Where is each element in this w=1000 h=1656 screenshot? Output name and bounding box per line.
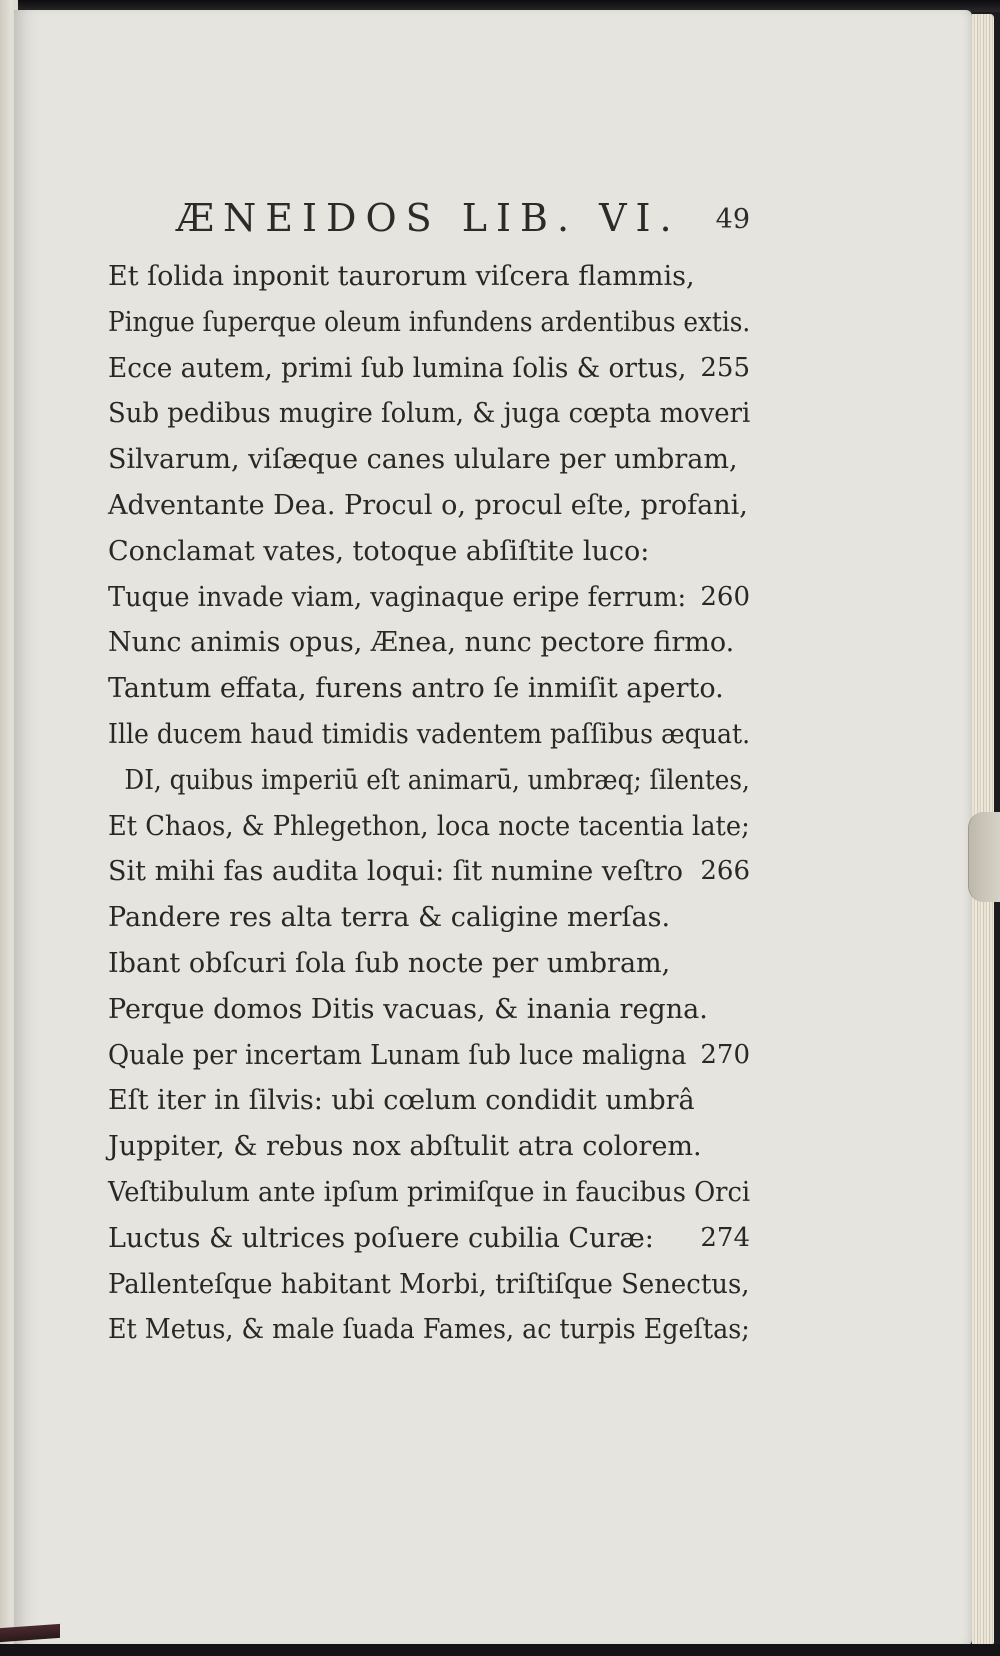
- verse-line: [108, 758, 750, 804]
- verse-block: [108, 254, 750, 1353]
- book-bottom-shadow: [0, 1644, 1000, 1656]
- verse-text: Ibant obſcuri ſola ſub nocte per umbram,: [108, 947, 671, 979]
- verse-line: [108, 712, 750, 758]
- verse-line: [108, 987, 750, 1033]
- verse-line: [108, 300, 750, 346]
- verse-text: Veſtibulum ante ipſum primiſque in faucibus Orci: [108, 1176, 751, 1208]
- line-number: 260: [700, 581, 750, 612]
- verse-line: [108, 849, 750, 895]
- verse-line: [108, 254, 750, 300]
- line-number: 274: [700, 1222, 750, 1253]
- verse-text: Luctus & ultrices poſuere cubilia Curæ:: [108, 1222, 654, 1254]
- verse-text: Perque domos Ditis vacuas, & inania regna.: [108, 993, 708, 1025]
- verse-line: [108, 483, 750, 529]
- verse-line: [108, 391, 750, 437]
- verse-line: [108, 1216, 750, 1262]
- verse-text: Ecce autem, primi ſub lumina ſolis & ortus,: [108, 352, 687, 384]
- verse-text: Juppiter, & rebus nox abſtulit atra colorem.: [108, 1131, 702, 1163]
- verse-text: Quale per incertam Lunam ſub luce maligna: [108, 1039, 687, 1071]
- verse-text: Adventante Dea. Procul o, procul eſte, profani,: [108, 489, 748, 521]
- verse-text: Silvarum, viſæque canes ululare per umbram,: [108, 444, 738, 476]
- verse-line: [108, 1078, 750, 1124]
- line-number: 266: [700, 856, 750, 887]
- page-number: 49: [715, 204, 750, 235]
- verse-text: Nunc animis opus, Ænea, nunc pectore firmo.: [108, 627, 735, 659]
- verse-line: [108, 1307, 750, 1353]
- running-head-title: ÆNEIDOS LIB. VI.: [176, 196, 681, 240]
- verse-line: [108, 575, 750, 621]
- clasp-mark: [968, 812, 1000, 902]
- verse-line: [108, 529, 750, 575]
- line-number: 270: [700, 1039, 750, 1070]
- line-number: 255: [700, 352, 750, 383]
- verse-line: [108, 346, 750, 392]
- verse-text: Conclamat vates, totoque abſiſtite luco:: [108, 535, 650, 567]
- verse-text: Sit mihi fas audita loqui: ſit numine veſtro: [108, 856, 684, 888]
- verse-text: Tantum effata, furens antro ſe inmiſit aperto.: [108, 673, 724, 705]
- verse-line: [108, 895, 750, 941]
- verse-text: Pandere res alta terra & caligine merſas.: [108, 902, 671, 934]
- verse-line: [108, 437, 750, 483]
- verse-line: [108, 620, 750, 666]
- verse-text: DI, quibus imperiū eſt animarū, umbræq; ſilentes,: [124, 764, 750, 796]
- verse-line: [108, 666, 750, 712]
- running-head: [176, 196, 750, 246]
- verse-text: Et Chaos, & Phlegethon, loca nocte tacentia late;: [108, 810, 750, 842]
- verse-text: Ille ducem haud timidis vadentem paſſibus æquat.: [108, 718, 751, 750]
- verse-text: Pallenteſque habitant Morbi, triſtiſque Senectus,: [108, 1268, 750, 1300]
- verse-text: Et Metus, & male ſuada Fames, ac turpis Egeſtas;: [108, 1314, 750, 1346]
- verse-line: [108, 1033, 750, 1079]
- verse-line: [108, 1124, 750, 1170]
- verse-line: [108, 1170, 750, 1216]
- verse-text: Pingue ſuperque oleum infundens ardentibus extis.: [108, 306, 751, 338]
- verse-text: Tuque invade viam, vaginaque eripe ferrum:: [108, 581, 687, 613]
- verse-text: Eſt iter in ſilvis: ubi cœlum condidit umbrâ: [108, 1085, 695, 1117]
- verse-text: Sub pedibus mugire ſolum, & juga cœpta moveri: [108, 398, 751, 430]
- verse-line: [108, 941, 750, 987]
- verse-text: Et ſolida inponit taurorum viſcera flammis,: [108, 261, 695, 292]
- verse-line: [108, 804, 750, 850]
- verse-line: [108, 1262, 750, 1308]
